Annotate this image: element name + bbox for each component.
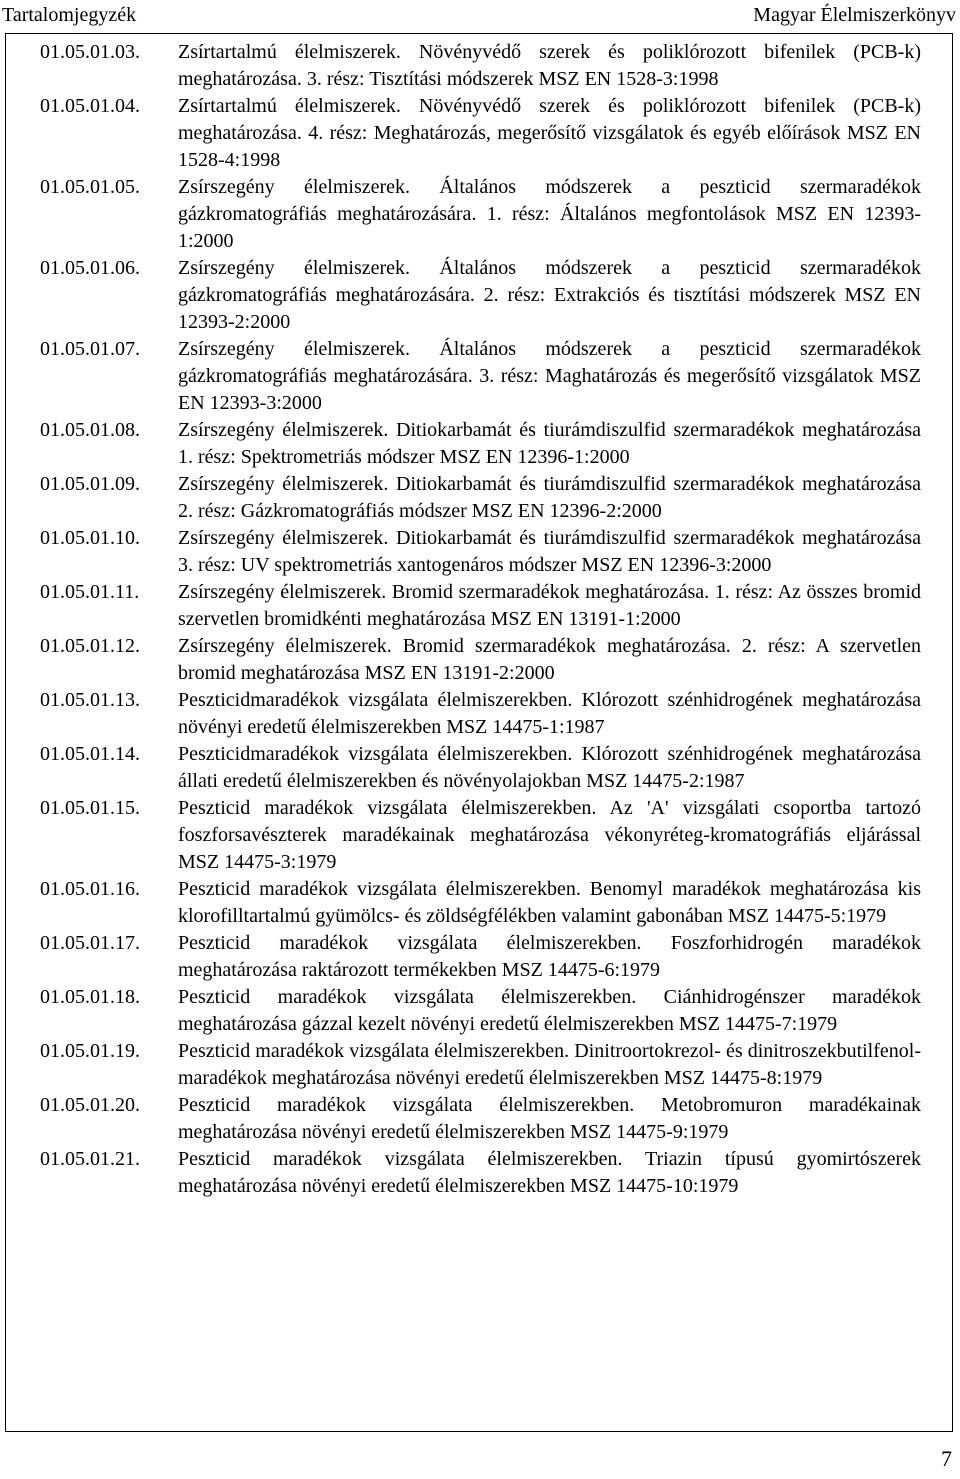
toc-entry-title: Peszticidmaradékok vizsgálata élelmiszerekben. Klórozott szénhidrogének meghatározása állati eredetű élelmiszerekben és növényolajokban MSZ 14475-2:1987: [178, 743, 921, 792]
toc-entry: [6, 930, 954, 984]
header-book-title: Magyar Élelmiszerkönyv: [753, 4, 956, 26]
toc-entry-title: Peszticid maradékok vizsgálata élelmiszerekben. Ciánhidrogénszer maradékok meghatározása gázzal kezelt növényi eredetű élelmiszerekben MSZ 14475-7:1979: [178, 986, 921, 1035]
content-frame: [5, 33, 953, 1432]
toc-entry-code: 01.05.01.07.: [40, 338, 140, 360]
toc-entry-title: Peszticid maradékok vizsgálata élelmiszerekben. Benomyl maradékok meghatározása kis klorofilltartalmú gyümölcs- és zöldségfélékben valamint gabonában MSZ 14475-5:1979: [178, 878, 921, 927]
page-header: [0, 0, 960, 32]
toc-entry-title: Peszticid maradékok vizsgálata élelmiszerekben. Foszforhidrogén maradékok meghatározása raktározott termékekben MSZ 14475-6:1979: [178, 932, 921, 981]
toc-entry: [6, 633, 954, 687]
toc-entry: [6, 795, 954, 876]
toc-entry-title: Peszticid maradékok vizsgálata élelmiszerekben. Triazin típusú gyomirtószerek meghatározása növényi eredetű élelmiszerekben MSZ 14475-10:1979: [178, 1148, 921, 1197]
toc-entry-title: Zsírszegény élelmiszerek. Ditiokarbamát és tiurámdiszulfid szermaradékok meghatározása 2. rész: Gázkromatográfiás módszer MSZ EN 12396-2:2000: [178, 473, 921, 522]
toc-entry-title: Peszticid maradékok vizsgálata élelmiszerekben. Dinitroortokrezol- és dinitroszekbutilfenol-maradékok meghatározása növényi eredetű élelmiszerekben MSZ 14475-8:1979: [178, 1040, 921, 1089]
toc-entry: [6, 174, 954, 255]
toc-entry-title: Zsírtartalmú élelmiszerek. Növényvédő szerek és poliklórozott bifenilek (PCB-k) meghatározása. 3. rész: Tisztítási módszerek MSZ EN 1528-3:1998: [178, 41, 921, 90]
toc-entry-code: 01.05.01.20.: [40, 1094, 140, 1116]
toc-entry: [6, 93, 954, 174]
toc-entry-code: 01.05.01.08.: [40, 419, 140, 441]
toc-entry-title: Zsírszegény élelmiszerek. Bromid szermaradékok meghatározása. 2. rész: A szervetlen bromid meghatározása MSZ EN 13191-2:2000: [178, 635, 921, 684]
toc-entry: [6, 741, 954, 795]
toc-entry: [6, 417, 954, 471]
toc-entry-code: 01.05.01.06.: [40, 257, 140, 279]
toc-entry-code: 01.05.01.03.: [40, 41, 140, 63]
toc-entry: [6, 984, 954, 1038]
toc-entry-title: Peszticid maradékok vizsgálata élelmiszerekben. Az 'A' vizsgálati csoportba tartozó foszforsavészterek maradékainak meghatározása vékonyréteg-kromatográfiás eljárással MSZ 14475-3:1979: [178, 797, 921, 873]
toc-entry: [6, 39, 954, 93]
toc-entry-code: 01.05.01.18.: [40, 986, 140, 1008]
toc-entry: [6, 525, 954, 579]
toc-entry-title: Zsírszegény élelmiszerek. Ditiokarbamát és tiurámdiszulfid szermaradékok meghatározása 1. rész: Spektrometriás módszer MSZ EN 12396-1:2000: [178, 419, 921, 468]
toc-entry: [6, 687, 954, 741]
toc-entry-code: 01.05.01.11.: [40, 581, 140, 603]
toc-entry-code: 01.05.01.12.: [40, 635, 140, 657]
toc-entry: [6, 1038, 954, 1092]
toc-entry-title: Zsírszegény élelmiszerek. Ditiokarbamát és tiurámdiszulfid szermaradékok meghatározása 3. rész: UV spektrometriás xantogenáros módszer MSZ EN 12396-3:2000: [178, 527, 921, 576]
toc-entry-code: 01.05.01.17.: [40, 932, 140, 954]
toc-entry-title: Peszticidmaradékok vizsgálata élelmiszerekben. Klórozott szénhidrogének meghatározása növényi eredetű élelmiszerekben MSZ 14475-1:1987: [178, 689, 921, 738]
toc-entry: [6, 336, 954, 417]
toc-entry-code: 01.05.01.19.: [40, 1040, 140, 1062]
toc-entry-title: Zsírszegény élelmiszerek. Bromid szermaradékok meghatározása. 1. rész: Az összes bromid szervetlen bromidkénti meghatározása MSZ EN 13191-1:2000: [178, 581, 921, 630]
toc-entry-list: [6, 39, 954, 1200]
toc-entry-code: 01.05.01.10.: [40, 527, 140, 549]
toc-entry-code: 01.05.01.21.: [40, 1148, 140, 1170]
toc-entry: [6, 1146, 954, 1200]
toc-entry: [6, 579, 954, 633]
toc-entry-title: Peszticid maradékok vizsgálata élelmiszerekben. Metobromuron maradékainak meghatározása növényi eredetű élelmiszerekben MSZ 14475-9:1979: [178, 1094, 921, 1143]
toc-entry-code: 01.05.01.16.: [40, 878, 140, 900]
toc-entry-title: Zsírszegény élelmiszerek. Általános módszerek a peszticid szermaradékok gázkromatográfiás meghatározására. 3. rész: Maghatározás és megerősítő vizsgálatok MSZ EN 12393-3:2000: [178, 338, 921, 414]
toc-entry-code: 01.05.01.04.: [40, 95, 140, 117]
toc-entry-code: 01.05.01.15.: [40, 797, 140, 819]
toc-entry: [6, 876, 954, 930]
toc-entry: [6, 255, 954, 336]
toc-entry-title: Zsírtartalmú élelmiszerek. Növényvédő szerek és poliklórozott bifenilek (PCB-k) meghatározása. 4. rész: Meghatározás, megerősítő vizsgálatok és egyéb előírások MSZ EN 1528-4:1998: [178, 95, 921, 171]
header-section-title: Tartalomjegyzék: [2, 4, 137, 26]
toc-entry-code: 01.05.01.13.: [40, 689, 140, 711]
toc-entry-code: 01.05.01.14.: [40, 743, 140, 765]
toc-entry-title: Zsírszegény élelmiszerek. Általános módszerek a peszticid szermaradékok gázkromatográfiás meghatározására. 1. rész: Általános megfontolások MSZ EN 12393-1:2000: [178, 176, 921, 252]
page-number: 7: [941, 1446, 952, 1471]
toc-entry: [6, 471, 954, 525]
toc-entry-code: 01.05.01.09.: [40, 473, 140, 495]
toc-entry-title: Zsírszegény élelmiszerek. Általános módszerek a peszticid szermaradékok gázkromatográfiás meghatározására. 2. rész: Extrakciós és tisztítási módszerek MSZ EN 12393-2:2000: [178, 257, 921, 333]
toc-entry-code: 01.05.01.05.: [40, 176, 140, 198]
toc-entry: [6, 1092, 954, 1146]
